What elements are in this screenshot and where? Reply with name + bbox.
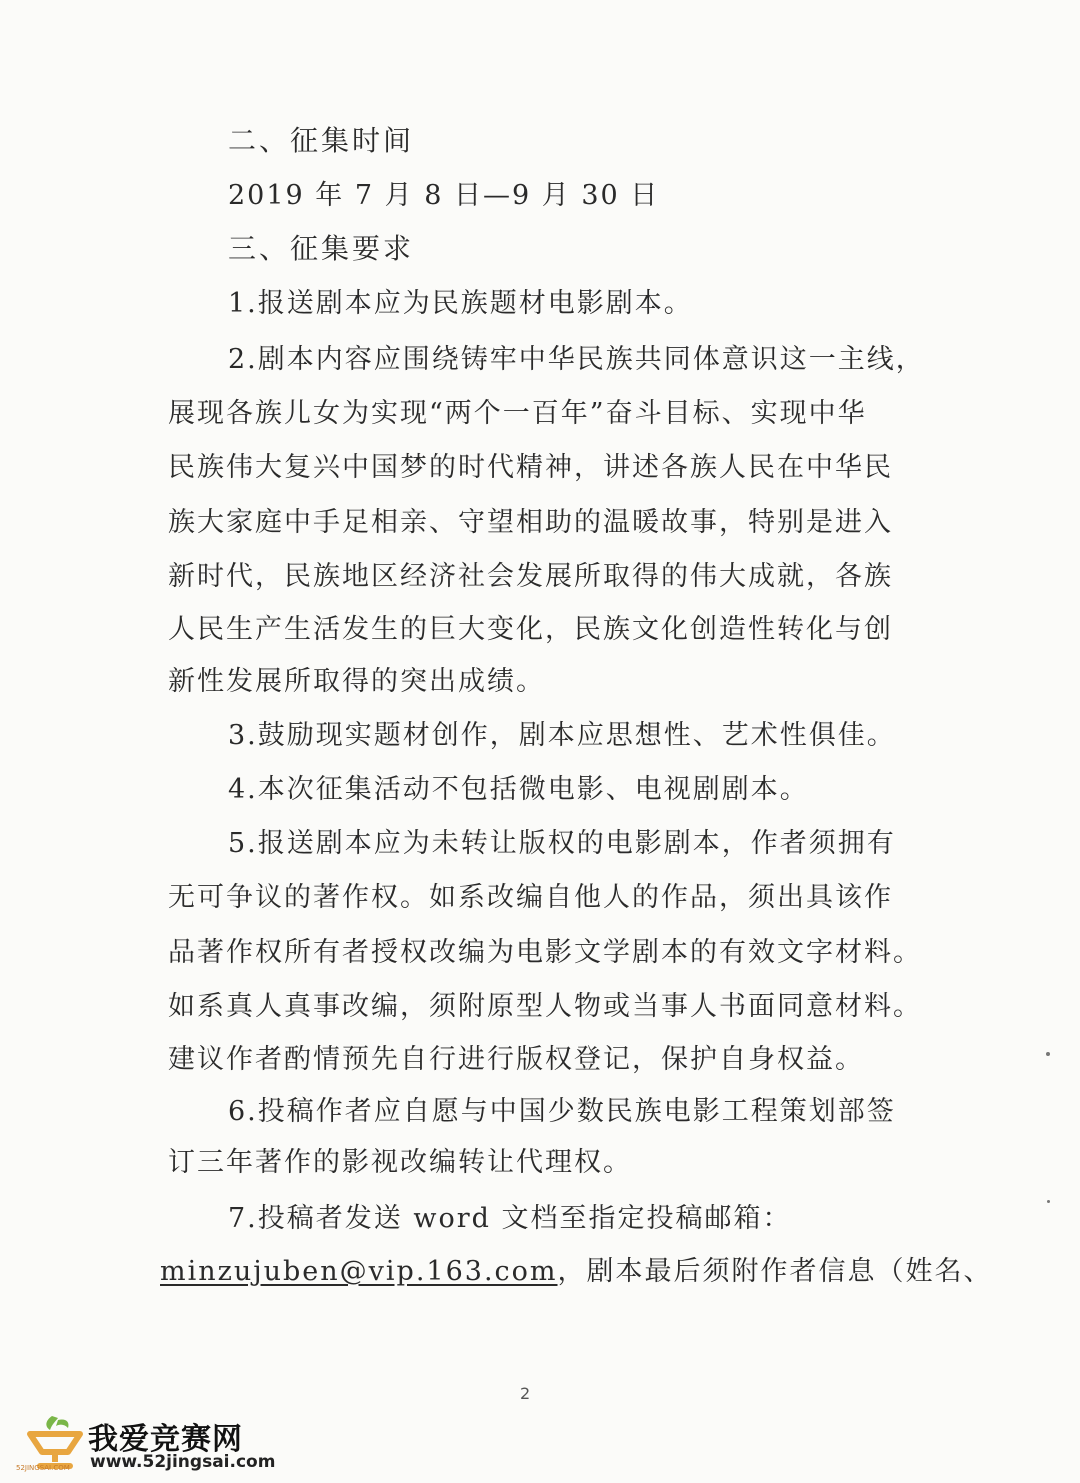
watermark: [12, 1410, 276, 1476]
requirement-5-line: 5.报送剧本应为未转让版权的电影剧本，作者须拥有: [228, 828, 896, 859]
watermark-url: www.52jingsai.com: [90, 1452, 276, 1472]
requirement-5-line: 无可争议的著作权。如系改编自他人的作品，须出具该作: [168, 882, 893, 913]
requirement-7-tail: ，剧本最后须附作者信息（姓名、: [557, 1256, 993, 1287]
date-range: 2019 年 7 月 8 日—9 月 30 日: [228, 180, 660, 211]
requirement-2-line: 民族伟大复兴中国梦的时代精神，讲述各族人民在中华民: [168, 452, 893, 483]
requirement-3: 3.鼓励现实题材创作，剧本应思想性、艺术性俱佳。: [228, 720, 896, 751]
section-heading-time: 二、征集时间: [228, 124, 415, 157]
page-number: 2: [520, 1384, 531, 1403]
section-heading-requirements: 三、征集要求: [228, 232, 415, 265]
watermark-small-text: 52JINGSAI.COM: [16, 1464, 70, 1472]
requirement-7-line: 7.投稿者发送 word 文档至指定投稿邮箱：: [228, 1203, 792, 1234]
requirement-2-line: 新性发展所取得的突出成绩。: [168, 666, 545, 697]
requirement-6-line: 订三年著作的影视改编转让代理权。: [168, 1147, 632, 1178]
requirement-2-line: 2.剧本内容应围绕铸牢中华民族共同体意识这一主线，: [228, 344, 925, 375]
requirement-1: 1.报送剧本应为民族题材电影剧本。: [228, 288, 693, 319]
requirement-6-line: 6.投稿作者应自愿与中国少数民族电影工程策划部签: [228, 1096, 896, 1127]
requirement-5-line: 如系真人真事改编，须附原型人物或当事人书面同意材料。: [168, 991, 922, 1022]
requirement-5-line: 品著作权所有者授权改编为电影文学剧本的有效文字材料。: [168, 937, 922, 968]
watermark-title: 我爱竞赛网: [88, 1422, 243, 1457]
requirement-2-line: 族大家庭中手足相亲、守望相助的温暖故事，特别是进入: [168, 507, 893, 538]
requirement-2-line: 新时代，民族地区经济社会发展所取得的伟大成就，各族: [168, 561, 893, 592]
submission-email-link[interactable]: minzujuben@vip.163.com: [160, 1256, 558, 1287]
scan-speck: [1047, 1200, 1050, 1203]
requirement-2-line: 人民生产生活发生的巨大变化，民族文化创造性转化与创: [168, 614, 893, 645]
requirement-4: 4.本次征集活动不包括微电影、电视剧剧本。: [228, 774, 809, 805]
requirement-7-email-line: [160, 1252, 993, 1292]
requirement-2-line: 展现各族儿女为实现“两个一百年”奋斗目标、实现中华: [168, 398, 867, 429]
requirement-5-line: 建议作者酌情预先自行进行版权登记，保护自身权益。: [168, 1044, 864, 1075]
scan-speck: [1046, 1052, 1050, 1056]
